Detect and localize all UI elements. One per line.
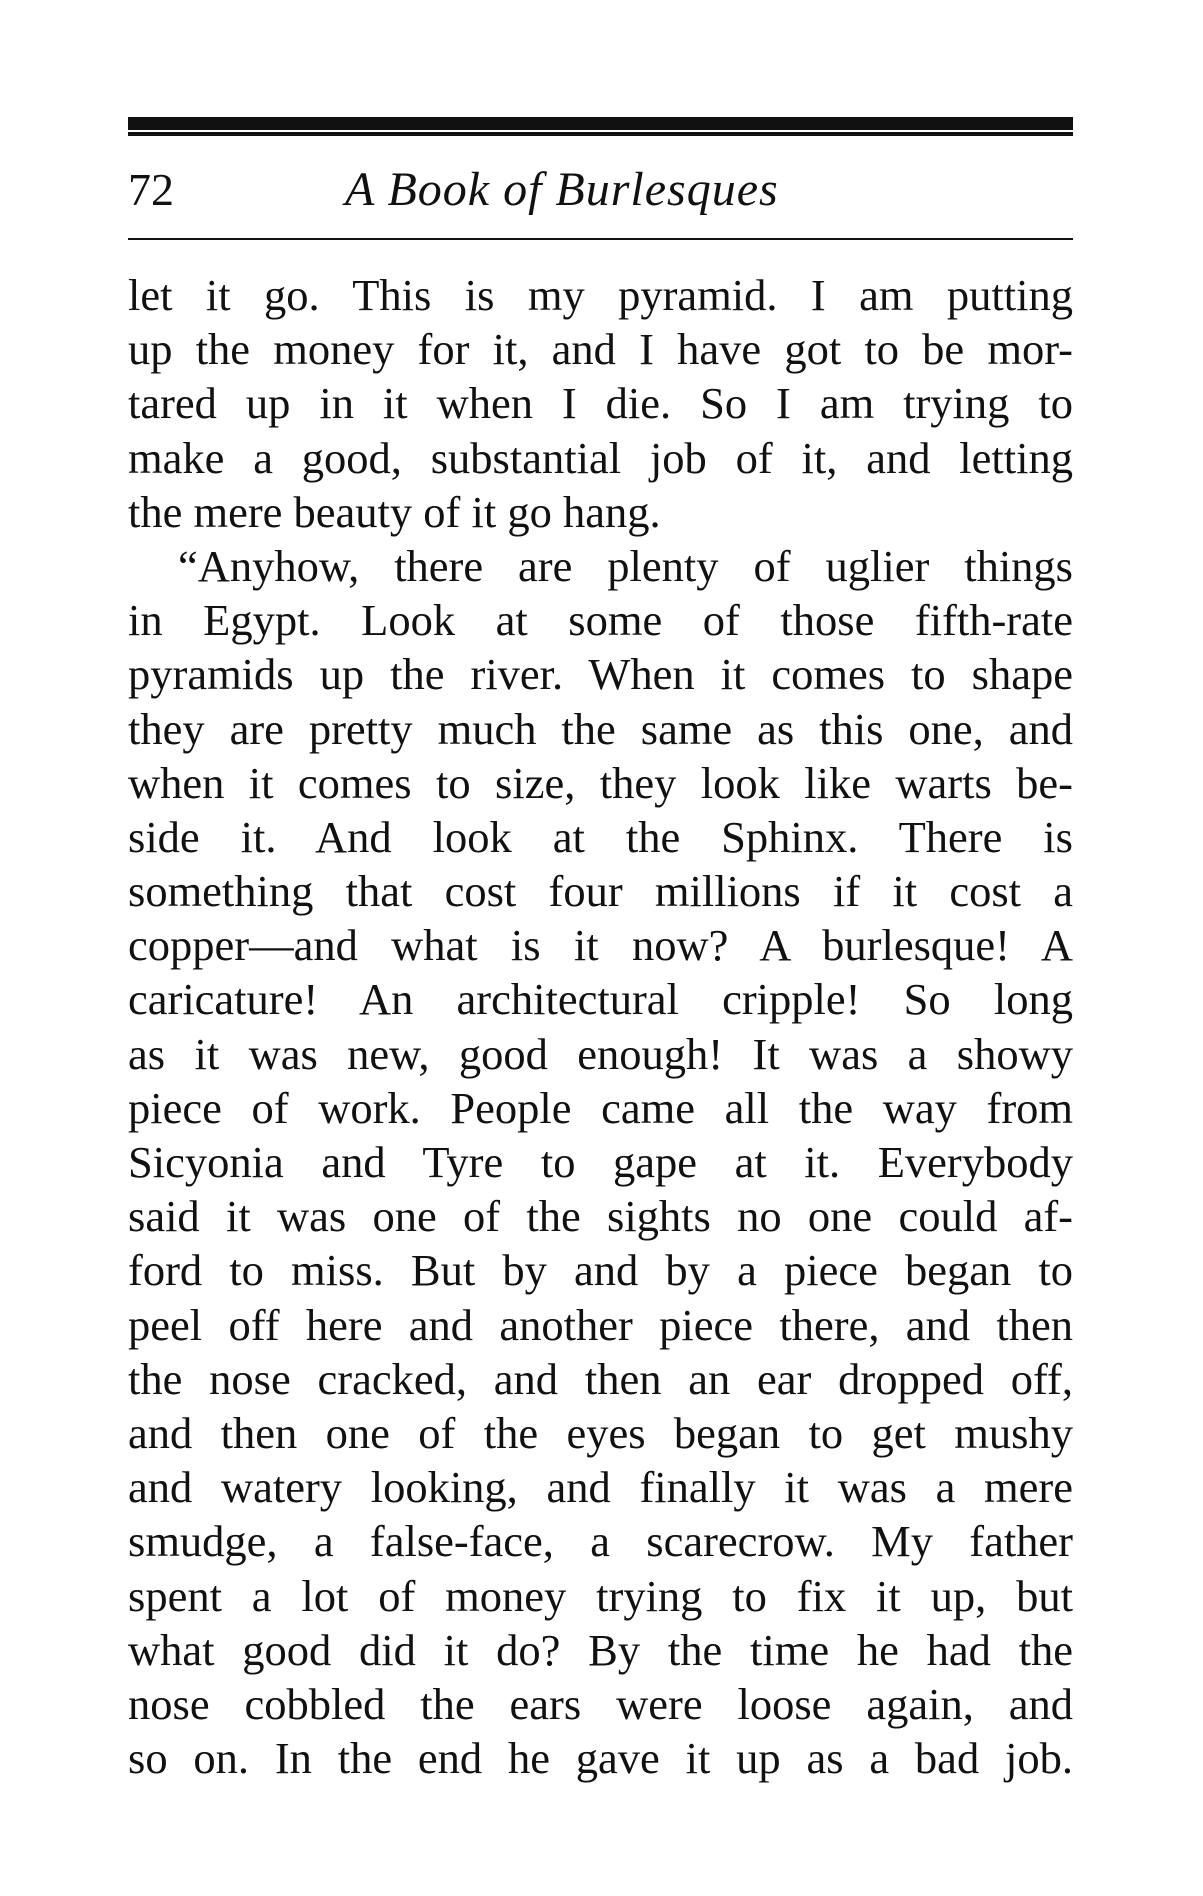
body-text [128,268,1073,1785]
text-line: piece of work. People came all the way from [128,1082,1073,1133]
text-line: copper—and what is it now? A burlesque! A [128,920,1073,971]
text-line: make a good, substantial job of it, and letting [128,432,1073,483]
running-title: A Book of Burlesques [345,163,779,216]
text-line: spent a lot of money trying to fix it up, but [128,1570,1073,1621]
text-line: something that cost four millions if it cost a [128,866,1073,917]
text-line: let it go. This is my pyramid. I am putting [128,270,1073,320]
text-line: and then one of the eyes began to get mushy [128,1407,1073,1458]
text-line: smudge, a false-face, a scarecrow. My father [128,1516,1073,1567]
text-line: Sicyonia and Tyre to gape at it. Everybody [128,1137,1073,1187]
text-line: what good did it do? By the time he had the [128,1624,1073,1675]
text-line: the nose cracked, and then an ear dropped off, [128,1353,1073,1404]
text-line: and watery looking, and finally it was a mere [128,1462,1073,1513]
page-header [128,160,1073,230]
text-line: in Egypt. Look at some of those fifth-rate [128,595,1073,646]
text-line: tared up in it when I die. So I am trying to [128,378,1073,429]
header-rule [128,238,1073,240]
top-double-rule [128,117,1073,130]
text-line: as it was new, good enough! It was a showy [128,1028,1073,1079]
text-line: side it. And look at the Sphinx. There is [128,811,1073,862]
text-line: “Anyhow, there are plenty of uglier things [178,540,1073,591]
text-line: ford to miss. But by and by a piece began to [128,1245,1073,1296]
text-line: up the money for it, and I have got to be mor- [128,324,1073,375]
text-line: they are pretty much the same as this one, and [128,703,1073,754]
text-line: nose cobbled the ears were loose again, and [128,1678,1073,1729]
text-line: so on. In the end he gave it up as a bad job. [128,1733,1073,1784]
text-line: the mere beauty of it go hang. [128,486,661,537]
text-line: pyramids up the river. When it comes to shape [128,649,1073,700]
text-line: said it was one of the sights no one could af- [128,1191,1073,1242]
text-line: peel off here and another piece there, and then [128,1299,1073,1350]
text-line: caricature! An architectural cripple! So long [128,974,1073,1025]
page-number: 72 [128,164,174,215]
text-line: when it comes to size, they look like warts be- [128,757,1073,808]
